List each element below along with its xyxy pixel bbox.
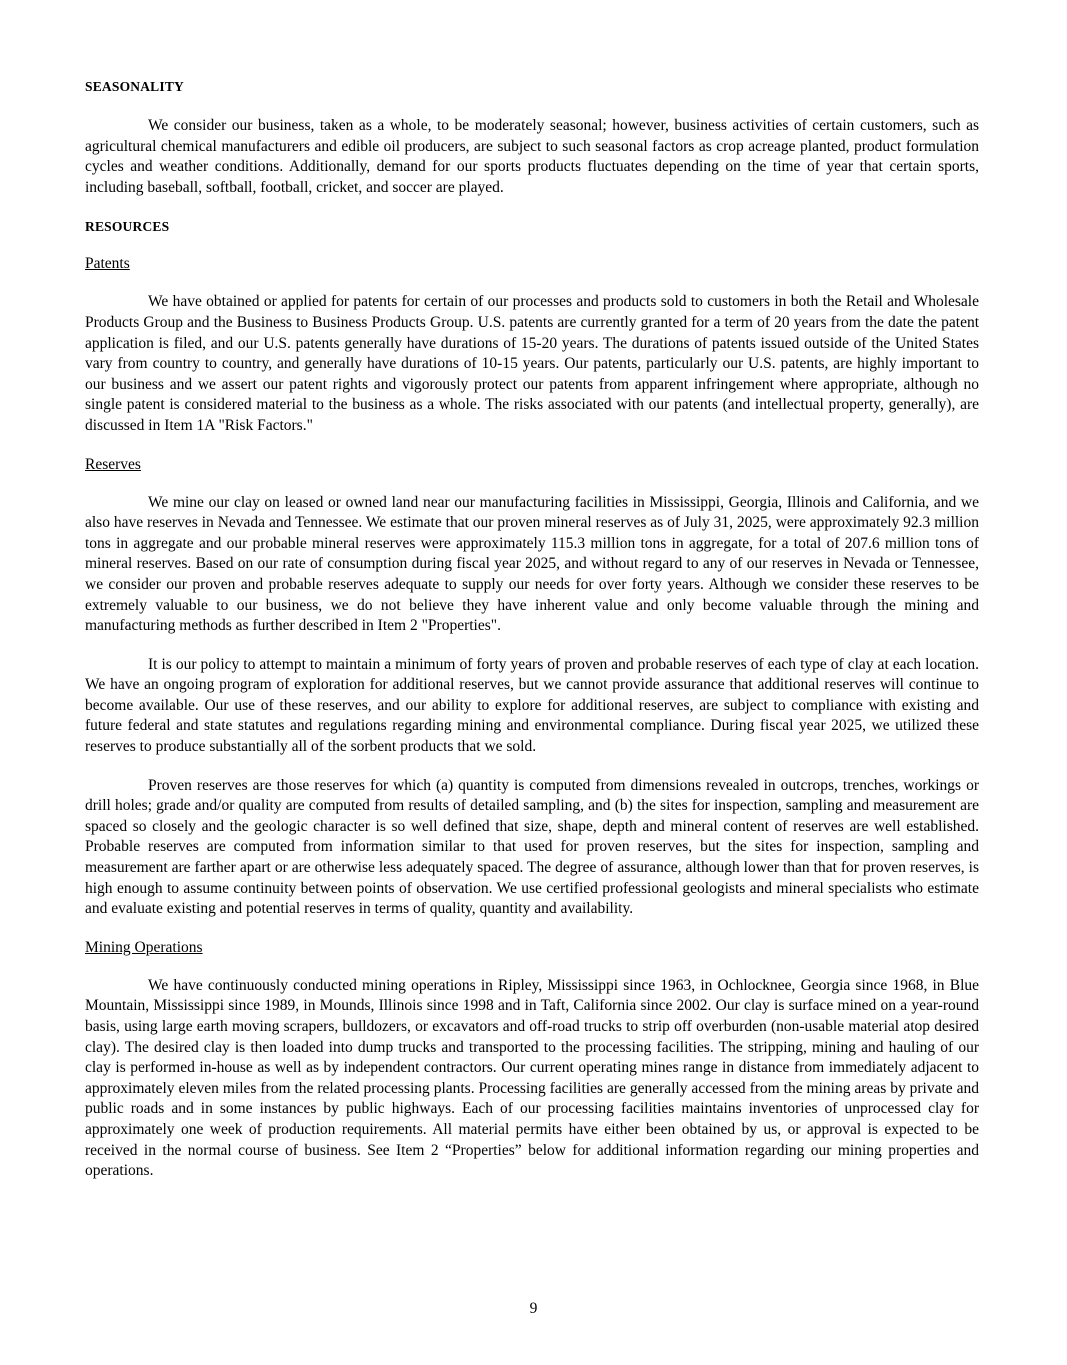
seasonality-heading: SEASONALITY [85,79,184,94]
page-number: 9 [529,1300,538,1317]
patents-paragraph: We have obtained or applied for patents for certain of our processes and products sold to customers in both the Retail and Wholesale Products Group and the Business to Business Products Group. U.S. patents are currently granted for a term of 20 years from the date the patent application is filed, and our U.S. patents generally have durations of 15-20 years. The durations of patents issued outside of the United States vary from country to country, and generally have durations of 10-15 years. Our patents, particularly our U.S. patents, are highly important to our business and we assert our patent rights and vigorously protect our patents from apparent infringement where appropriate, although no single patent is considered material to the business as a whole. The risks associated with our patents (and intellectual property, generally), are discussed in Item 1A "Risk Factors." [85,293,979,434]
document-page [85,78,979,1182]
mining-operations-paragraph: We have continuously conducted mining operations in Ripley, Mississippi since 1963, in Ochlocknee, Georgia since 1968, in Blue Mountain, Mississippi since 1989, in Mounds, Illinois since 1998 and in Taft, California since 2002. Our clay is surface mined on a year-round basis, using large earth moving scrapers, bulldozers, or excavators and off-road trucks to strip off overburden (non-usable material atop desired clay). The desired clay is then loaded into dump trucks and transported to the processing facilities. The stripping, mining and hauling of our clay is performed in-house as well as by independent contractors. Our current operating mines range in distance from immediately adjacent to approximately eleven miles from the related processing plants. Processing facilities are generally accessed from the mining areas by private and public roads and in some instances by public highways. Each of our processing facilities maintains inventories of unprocessed clay for approximately one week of production requirements. All material permits have either been obtained by us, or approval is expected to be received in the normal course of business. See Item 2 “Properties” below for additional information regarding our mining properties and operations. [85,976,979,1180]
patents-subheading: Patents [85,255,130,273]
reserves-paragraph-3: Proven reserves are those reserves for which (a) quantity is computed from dimensions revealed in outcrops, trenches, workings or drill holes; grade and/or quality are computed from results of detailed sampling, and (b) the sites for inspection, sampling and measurement are spaced so closely and the geologic character is so well defined that size, shape, depth and mineral content of reserves are well established. Probable reserves are computed from information similar to that used for proven reserves, but the sites for inspection, sampling and measurement are farther apart or are otherwise less adequately spaced. The degree of assurance, although lower than that for proven reserves, is high enough to assume continuity between points of observation. We use certified professional geologists and mineral specialists who estimate and evaluate existing and potential reserves in terms of quality, quantity and availability. [85,776,979,918]
reserves-paragraph-2: It is our policy to attempt to maintain a minimum of forty years of proven and probable reserves of each type of clay at each location. We have an ongoing program of exploration for additional reserves, but we cannot provide assurance that additional reserves will continue to become available. Our use of these reserves, and our ability to explore for additional reserves, are subject to compliance with existing and future federal and state statutes and regulations regarding mining and environmental compliance. During fiscal year 2025, we utilized these reserves to produce substantially all of the sorbent products that we sold. [85,655,979,756]
reserves-subheading: Reserves [85,455,141,473]
reserves-paragraph-1: We mine our clay on leased or owned land near our manufacturing facilities in Mississippi, Georgia, Illinois and California, and we also have reserves in Nevada and Tennessee. We estimate that our proven mineral reserves as of July 31, 2025, were approximately 92.3 million tons in aggregate and our probable mineral reserves were approximately 115.3 million tons in aggregate, for a total of 207.6 million tons of mineral reserves. Based on our rate of consumption during fiscal year 2025, and without regard to any of our reserves in Nevada or Tennessee, we consider our proven and probable reserves adequate to supply our needs for over forty years. Although we consider these reserves to be extremely valuable to our business, we do not believe they have inherent value and only become valuable through the mining and manufacturing methods as further described in Item 2 "Properties". [85,493,979,635]
seasonality-paragraph: We consider our business, taken as a whole, to be moderately seasonal; however, business activities of certain customers, such as agricultural chemical manufacturers and edible oil producers, are subject to such seasonal factors as crop acreage planted, product formulation cycles and weather conditions. Additionally, demand for our sports products fluctuates depending on the time of year that certain sports, including baseball, softball, football, cricket, and soccer are played. [85,117,979,196]
mining-operations-subheading: Mining Operations [85,938,203,956]
resources-heading: RESOURCES [85,219,170,235]
